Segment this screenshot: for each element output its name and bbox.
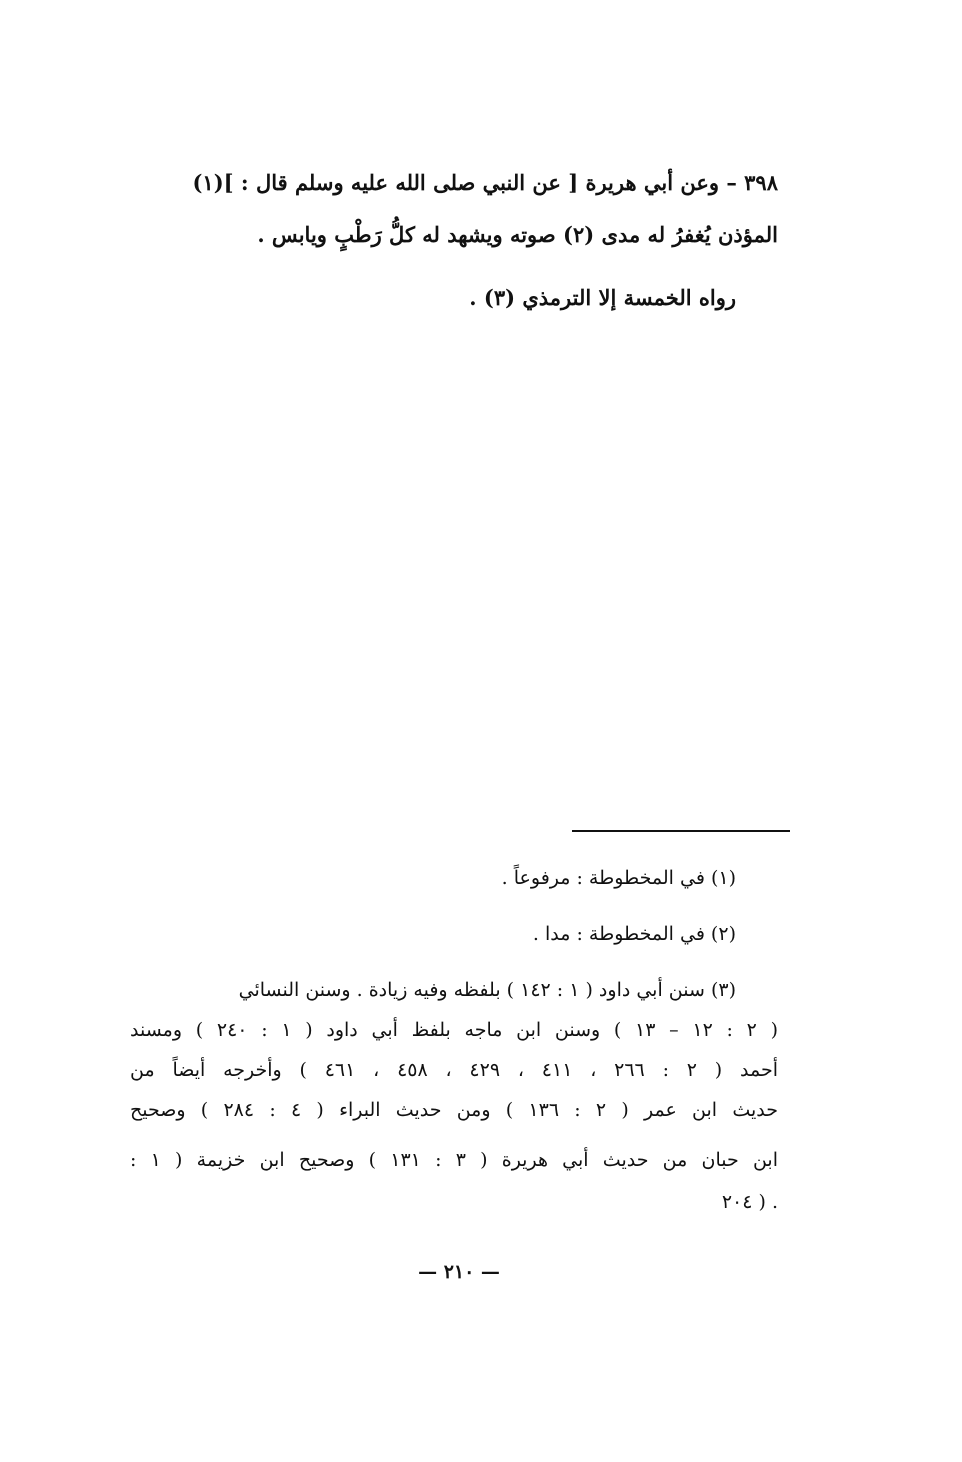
footnote-2: (٢) في المخطوطة : مدا . [532, 923, 736, 945]
footnote-3-line-4: حديث ابن عمر ( ٢ : ١٣٦ ) ومن حديث البراء ( ٤ : ٢٨٤ ) وصحيح [130, 1099, 778, 1121]
footnote-3-line-5: ابن حبان من حديث أبي هريرة ( ٣ : ١٣١ ) وصحيح ابن خزيمة ( ١ : [130, 1149, 778, 1171]
hadith-line-1: ٣٩٨ – وعن أبي هريرة [ عن النبي صلى الله عليه وسلم قال : ](١) [192, 170, 778, 195]
footnote-3-line-3: أحمد ( ٢ : ٢٦٦ ، ٤١١ ، ٤٢٩ ، ٤٥٨ ، ٤٦١ ) وأخرجه أيضاً من [130, 1059, 778, 1081]
footnote-separator [572, 830, 790, 832]
footnote-3-line-1: (٣) سنن أبي داود ( ١ : ١٤٢ ) بلفظه وفيه زيادة . وسنن النسائي [238, 979, 736, 1001]
footnote-1: (١) في المخطوطة : مرفوعاً . [501, 867, 736, 889]
hadith-source-line: رواه الخمسة إلا الترمذي (٣) . [469, 285, 736, 310]
footnote-3-line-6: ٢٠٤ ) . [721, 1191, 778, 1213]
footnote-3-line-2: ( ٢ : ١٢ – ١٣ ) وسنن ابن ماجه بلفظ أبي داود ( ١ : ٢٤٠ ) ومسند [130, 1019, 779, 1041]
page-number: — ٢١٠ — [418, 1261, 500, 1283]
hadith-line-2: المؤذن يُغفرُ له مدى (٢) صوته ويشهد له كلُّ رَطْبٍ ويابس . [257, 222, 778, 247]
